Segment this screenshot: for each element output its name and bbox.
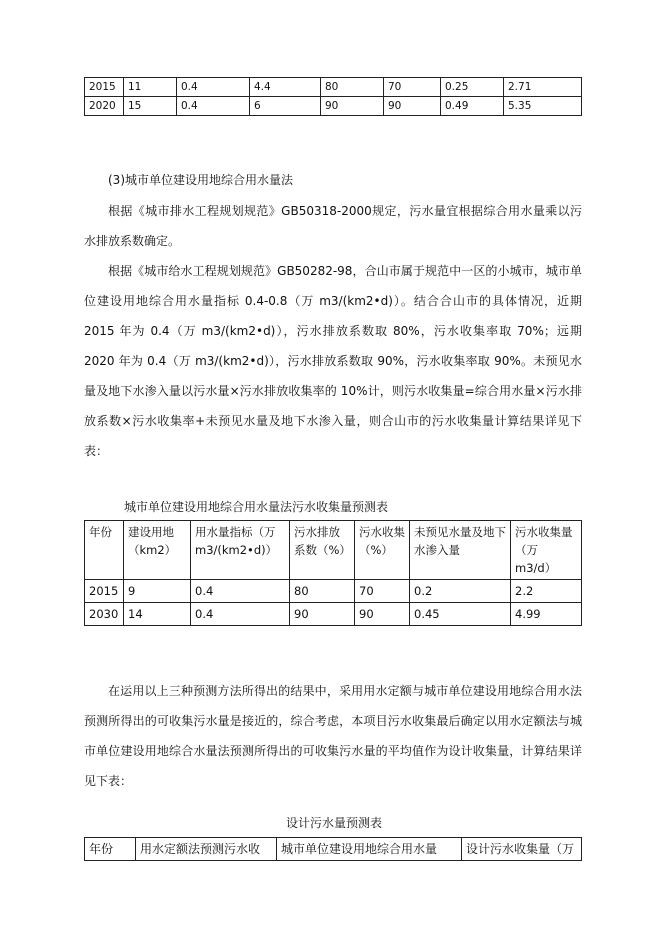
table-cell: 5.35	[504, 97, 582, 116]
table-cell: 70	[355, 580, 410, 603]
column-header: 设计污水收集量（万	[462, 838, 582, 861]
column-header: 建设用地（km2）	[124, 521, 191, 580]
column-header: 污水收集（%）	[355, 521, 410, 580]
table-row	[85, 603, 582, 626]
table-cell: 4.99	[511, 603, 582, 626]
column-header: 年份	[85, 838, 136, 861]
table-row	[85, 97, 582, 116]
table-cell: 70	[384, 78, 441, 97]
column-header: 污水排放系数（%）	[290, 521, 355, 580]
table-cell: 14	[124, 603, 191, 626]
column-header: 未预见水量及地下水渗入量	[410, 521, 511, 580]
table-cell: 2015	[85, 78, 124, 97]
prior-forecast-table	[84, 77, 582, 116]
table-cell: 0.4	[191, 580, 290, 603]
table-row	[85, 78, 582, 97]
table-cell: 90	[321, 97, 384, 116]
table-cell: 90	[290, 603, 355, 626]
paragraph-2: 根据《城市给水工程规划规范》GB50282-98，合山市属于规范中一区的小城市，城市单位建设用地综合用水量指标 0.4-0.8（万 m3/(km2•d)）。结合合山市的具体情况，近期 2015 年为 0.4（万 m3/(km2•d)），污水排放系数取 80%，污水收集率取 70%；远期 2020 年为 0.4（万 m3/(km2•d)），污水排放系数取 90%，污水收集率取 90%。未预见水量及地下水渗入量以污水量×污水排放收集率的 10%计，则污水收集量=综合用水量×污水排放系数×污水收集率+未预见水量及地下水渗入量，则合山市的污水收集量计算结果详见下表：	[84, 264, 582, 458]
table-cell: 2015	[85, 580, 124, 603]
column-header: 城市单位建设用地综合用水量	[277, 838, 462, 861]
design-sewage-forecast-table	[84, 837, 582, 861]
table-cell: 4.4	[250, 78, 321, 97]
table-cell: 0.49	[441, 97, 504, 116]
table-cell: 11	[124, 78, 177, 97]
table-cell: 80	[290, 580, 355, 603]
table-cell: 0.25	[441, 78, 504, 97]
table-caption-mid: 城市单位建设用地综合用水量法污水收集量预测表	[124, 500, 389, 514]
table-cell: 9	[124, 580, 191, 603]
table-header-row	[85, 521, 582, 580]
column-header: 用水量指标（万 m3/(km2•d)）	[191, 521, 290, 580]
table-cell: 15	[124, 97, 177, 116]
table-cell: 0.45	[410, 603, 511, 626]
paragraph-1: 根据《城市排水工程规划规范》GB50318-2000规定，污水量宜根据综合用水量乘以污水排放系数确定。	[84, 204, 582, 248]
table-cell: 6	[250, 97, 321, 116]
column-header: 污水收集量（万 m3/d）	[511, 521, 582, 580]
paragraph-3: 在运用以上三种预测方法所得出的结果中，采用用水定额与城市单位建设用地综合用水法预测所得出的可收集污水量是接近的，综合考虑，本项目污水收集最后确定以用水定额法与城市单位建设用地综合水量法预测所得出的可收集污水量的平均值作为设计收集量，计算结果详见下表：	[84, 684, 582, 788]
section-heading: (3)城市单位建设用地综合用水量法	[108, 173, 293, 187]
table-caption-bottom: 设计污水量预测表	[286, 816, 383, 830]
land-use-forecast-table	[84, 520, 582, 626]
table-cell: 2.71	[504, 78, 582, 97]
column-header: 用水定额法预测污水收	[136, 838, 277, 861]
table-cell: 80	[321, 78, 384, 97]
table-row	[85, 580, 582, 603]
table-cell: 90	[384, 97, 441, 116]
table-cell: 2020	[85, 97, 124, 116]
table-header-row	[85, 838, 582, 861]
table-cell: 0.4	[191, 603, 290, 626]
table-cell: 2030	[85, 603, 124, 626]
table-cell: 0.4	[177, 97, 250, 116]
table-cell: 0.4	[177, 78, 250, 97]
table-cell: 0.2	[410, 580, 511, 603]
table-cell: 2.2	[511, 580, 582, 603]
table-cell: 90	[355, 603, 410, 626]
column-header: 年份	[85, 521, 124, 580]
